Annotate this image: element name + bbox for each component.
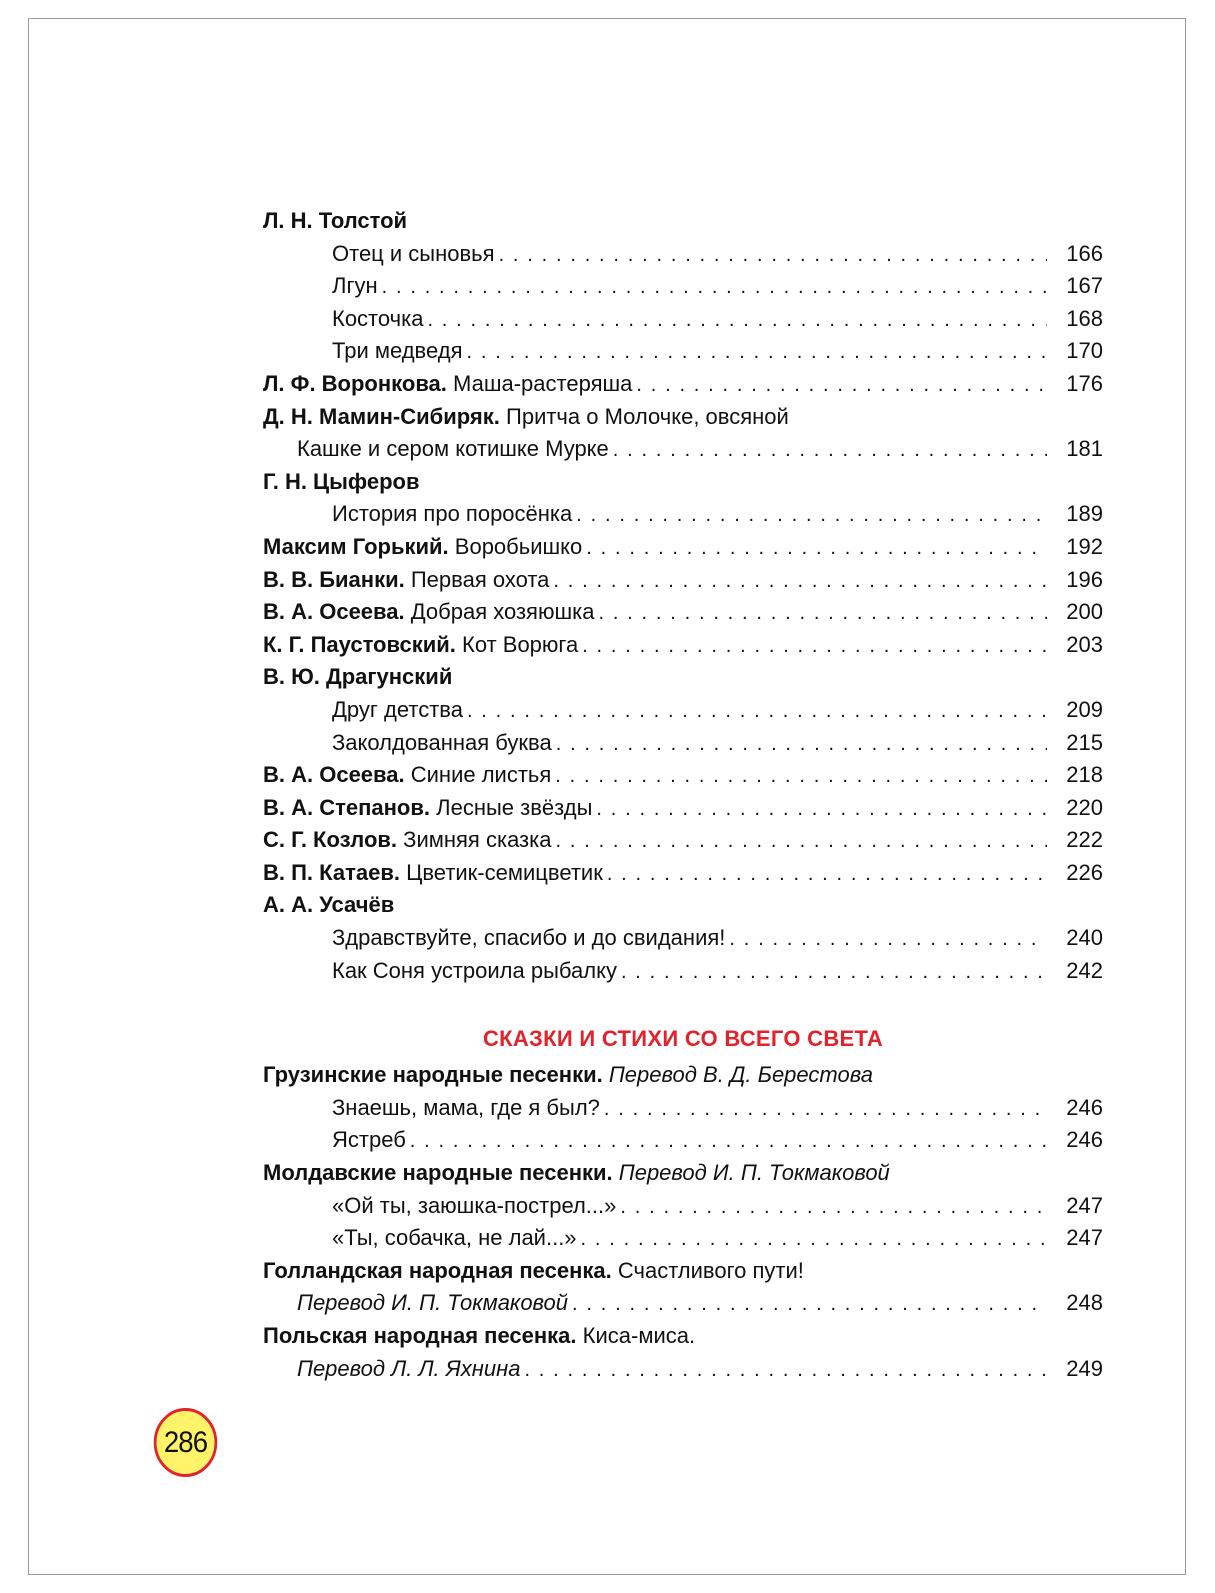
toc-author: Максим Горький. <box>263 533 449 559</box>
toc-page-number: 203 <box>1066 631 1103 657</box>
toc-author: Л. Ф. Воронкова. <box>263 370 447 396</box>
toc-leader-dots <box>572 1288 1047 1321</box>
toc-entry <box>263 727 1103 760</box>
toc-page-number: 240 <box>1066 925 1103 951</box>
toc-leader-dots <box>581 1223 1047 1256</box>
toc-title: Знаешь, мама, где я был? <box>332 1094 600 1120</box>
toc-leader-dots <box>467 695 1047 728</box>
toc-author: В. А. Осеева. <box>263 762 405 788</box>
toc-leader-dots <box>555 760 1047 793</box>
toc-author: А. А. Усачёв <box>263 892 395 918</box>
toc-entry <box>263 1092 1103 1125</box>
toc-leader-dots <box>499 239 1047 272</box>
toc-title: Зимняя сказка <box>403 827 552 853</box>
toc-entry <box>263 1320 1103 1353</box>
toc-author: К. Г. Паустовский. <box>263 631 456 657</box>
toc-entry <box>263 1353 1103 1386</box>
toc-entry <box>263 303 1103 336</box>
toc-page-number: 218 <box>1066 762 1103 788</box>
toc-translator: Перевод И. П. Токмаковой <box>618 1160 890 1186</box>
toc-author-heading <box>263 466 1103 499</box>
toc-page-number: 215 <box>1066 729 1103 755</box>
toc-page-number: 220 <box>1066 794 1103 820</box>
toc-leader-dots <box>586 532 1047 565</box>
toc-author: Грузинские народные песенки. <box>263 1062 603 1088</box>
toc-title: Кот Ворюга <box>462 631 579 657</box>
toc-author: Голландская народная песенка. <box>263 1257 612 1283</box>
toc-entry <box>263 1287 1103 1320</box>
toc-entry <box>263 1255 1103 1288</box>
toc-entry <box>263 1124 1103 1157</box>
toc-entry <box>263 922 1103 955</box>
toc-leader-dots <box>598 597 1047 630</box>
toc-author-heading <box>263 661 1103 694</box>
toc-leader-dots <box>607 858 1047 891</box>
toc-entry <box>263 1222 1103 1255</box>
toc-leader-dots <box>576 499 1047 532</box>
toc-entry <box>263 857 1103 890</box>
toc-leader-dots <box>620 1191 1047 1224</box>
toc-page-number: 168 <box>1066 305 1103 331</box>
toc-page-number: 166 <box>1066 240 1103 266</box>
toc-entry <box>263 955 1103 988</box>
toc-leader-dots <box>524 1354 1047 1387</box>
toc-page-number: 247 <box>1066 1225 1103 1251</box>
toc-entry <box>263 596 1103 629</box>
toc-entry <box>263 759 1103 792</box>
toc-title: Притча о Молочке, овсяной <box>506 403 789 429</box>
toc-entry <box>263 433 1103 466</box>
toc-leader-dots <box>427 304 1047 337</box>
toc-leader-dots <box>553 565 1047 598</box>
toc-entry <box>263 498 1103 531</box>
toc-title: «Ты, собачка, не лай...» <box>332 1225 577 1251</box>
toc-author: Г. Н. Цыферов <box>263 468 420 494</box>
toc-author: В. В. Бианки. <box>263 566 405 592</box>
toc-entry <box>263 531 1103 564</box>
toc-leader-dots <box>467 336 1048 369</box>
toc-title: История про поросёнка <box>332 501 573 527</box>
toc-page-number: 200 <box>1066 599 1103 625</box>
toc-page-number: 181 <box>1066 436 1103 462</box>
toc-leader-dots <box>636 369 1047 402</box>
book-page <box>28 18 1186 1575</box>
toc-translator: Перевод Л. Л. Яхнина <box>297 1355 521 1381</box>
toc-author: В. А. Осеева. <box>263 599 405 625</box>
toc-entry <box>263 792 1103 825</box>
toc-author: В. П. Катаев. <box>263 859 400 885</box>
toc-title: Отец и сыновья <box>332 240 495 266</box>
toc-leader-dots <box>582 630 1047 663</box>
toc-title: Как Соня устроила рыбалку <box>332 957 617 983</box>
toc-page-number: 170 <box>1066 338 1103 364</box>
toc-title: «Ой ты, заюшка-пострел...» <box>332 1192 617 1218</box>
toc-title: Цветик-семицветик <box>406 859 603 885</box>
toc-leader-dots <box>604 1093 1047 1126</box>
toc-author: В. А. Степанов. <box>263 794 431 820</box>
toc-title: Друг детства <box>332 696 463 722</box>
toc-page-number: 226 <box>1066 859 1103 885</box>
toc-entry <box>263 368 1103 401</box>
toc-entry <box>263 238 1103 271</box>
toc-entry <box>263 629 1103 662</box>
toc-page-number: 189 <box>1066 501 1103 527</box>
toc-entry <box>263 694 1103 727</box>
toc-translator: Перевод В. Д. Берестова <box>608 1062 873 1088</box>
toc-page-number: 196 <box>1066 566 1103 592</box>
toc-title: Ястреб <box>332 1127 406 1153</box>
toc-title: Добрая хозяюшка <box>410 599 595 625</box>
toc-title: Три медведя <box>332 338 463 364</box>
toc-title: Воробьишко <box>454 533 583 559</box>
toc-entry <box>263 401 1103 434</box>
toc-title: Лесные звёзды <box>436 794 593 820</box>
toc-title: Счастливого пути! <box>617 1257 804 1283</box>
toc-title: Косточка <box>332 305 424 331</box>
toc-author-heading <box>263 889 1103 922</box>
toc-title: Первая охота <box>410 566 550 592</box>
toc-title: Маша-растеряша <box>453 370 633 396</box>
toc-title: Кашке и сером котишке Мурке <box>297 436 609 462</box>
toc-leader-dots <box>410 1125 1047 1158</box>
toc-leader-dots <box>613 434 1047 467</box>
toc-author: В. Ю. Драгунский <box>263 664 453 690</box>
toc-title: Лгун <box>332 273 378 299</box>
toc-leader-dots <box>621 956 1047 989</box>
toc-title: Заколдованная буква <box>332 729 552 755</box>
toc-page-number: 192 <box>1066 533 1103 559</box>
toc-author: С. Г. Козлов. <box>263 827 398 853</box>
toc-leader-dots <box>556 728 1047 761</box>
page-number-badge: 286 <box>154 1408 217 1477</box>
toc-page-number: 246 <box>1066 1094 1103 1120</box>
section-spacer <box>263 987 1103 1019</box>
table-of-contents <box>263 205 1103 1385</box>
toc-author-heading <box>263 205 1103 238</box>
toc-author: Молдавские народные песенки. <box>263 1160 613 1186</box>
toc-leader-dots <box>596 793 1047 826</box>
toc-page-number: 249 <box>1066 1355 1103 1381</box>
toc-page-number: 222 <box>1066 827 1103 853</box>
toc-page-number: 176 <box>1066 370 1103 396</box>
toc-leader-dots <box>382 271 1047 304</box>
toc-page-number: 246 <box>1066 1127 1103 1153</box>
toc-title: Киса-миса. <box>582 1323 696 1348</box>
toc-entry <box>263 335 1103 368</box>
toc-leader-dots <box>729 923 1047 956</box>
toc-title: Синие листья <box>410 762 552 788</box>
toc-author: Л. Н. Толстой <box>263 208 408 233</box>
toc-author-heading <box>263 1059 1103 1092</box>
toc-entry <box>263 824 1103 857</box>
toc-page-number: 248 <box>1066 1290 1103 1316</box>
section-heading: СКАЗКИ И СТИХИ СО ВСЕГО СВЕТА <box>482 1026 884 1052</box>
toc-page-number: 242 <box>1066 957 1103 983</box>
toc-entry <box>263 1190 1103 1223</box>
toc-author: Польская народная песенка. <box>263 1323 577 1348</box>
toc-page-number: 209 <box>1066 696 1103 722</box>
toc-author-heading <box>263 1157 1103 1190</box>
toc-entry <box>263 270 1103 303</box>
toc-title: Здравствуйте, спасибо и до свидания! <box>332 925 726 951</box>
toc-leader-dots <box>556 825 1048 858</box>
toc-translator: Перевод И. П. Токмаковой <box>297 1290 569 1316</box>
toc-page-number: 247 <box>1066 1192 1103 1218</box>
toc-author: Д. Н. Мамин-Сибиряк. <box>263 403 500 429</box>
toc-page-number: 167 <box>1066 273 1103 299</box>
toc-entry <box>263 564 1103 597</box>
